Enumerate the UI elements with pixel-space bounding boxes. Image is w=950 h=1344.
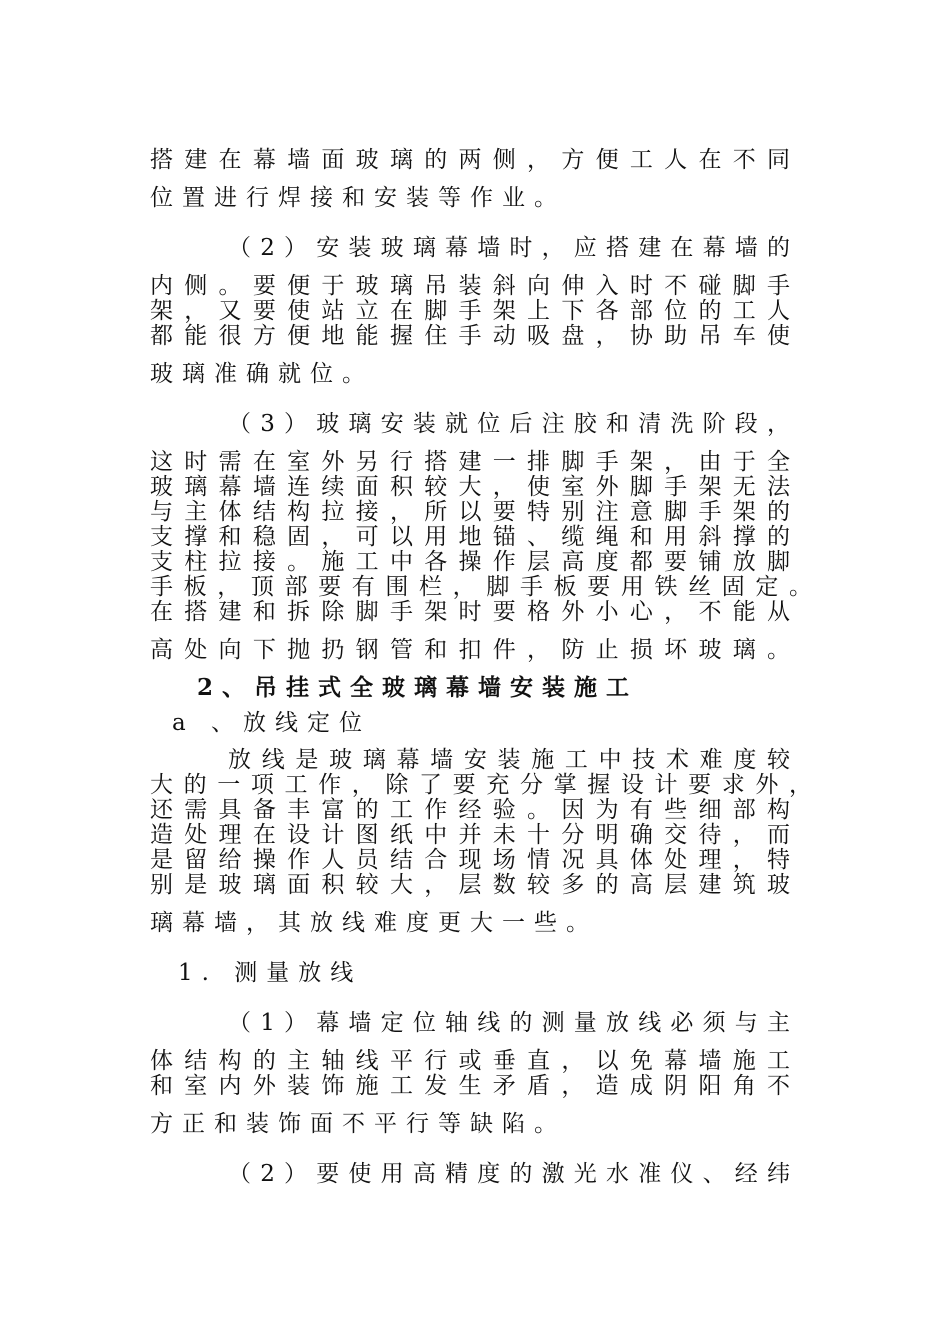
text-line: 都能很方便地能握住手动吸盘，协助吊车使: [150, 323, 790, 349]
text-line: 别是玻璃面积较大，层数较多的高层建筑玻: [150, 872, 790, 898]
text-line: 高处向下抛扔钢管和扣件，防止损坏玻璃。: [150, 637, 790, 663]
subsection-heading: 1. 测量放线: [178, 960, 363, 986]
text-line: 体结构的主轴线平行或垂直，以免幕墙施工: [150, 1048, 790, 1074]
text-line: 玻璃准确就位。: [150, 361, 374, 387]
text-line: （2）安装玻璃幕墙时，应搭建在幕墙的: [228, 235, 790, 261]
text-line: （2）要使用高精度的激光水准仪、经纬: [228, 1161, 790, 1187]
text-line: 还需具备丰富的工作经验。因为有些细部构: [150, 797, 790, 823]
section-heading: 2、吊挂式全玻璃幕墙安装施工: [197, 674, 639, 701]
text-line: （3）玻璃安装就位后注胶和清洗阶段，: [228, 411, 790, 437]
text-line: 内侧。要便于玻璃吊装斜向伸入时不碰脚手: [150, 273, 790, 299]
text-line: 搭建在幕墙面玻璃的两侧，方便工人在不同: [150, 147, 790, 173]
text-line: 架，又要使站立在脚手架上下各部位的工人: [150, 298, 790, 324]
text-line: 位置进行焊接和安装等作业。: [150, 185, 566, 211]
text-line: 放线是玻璃幕墙安装施工中技术难度较: [228, 747, 790, 773]
text-line: 支柱拉接。施工中各操作层高度都要铺放脚: [150, 549, 790, 575]
text-line: 和室内外装饰施工发生矛盾，造成阴阳角不: [150, 1073, 790, 1099]
text-line: 这时需在室外另行搭建一排脚手架，由于全: [150, 449, 790, 475]
text-line: 手板，顶部要有围栏，脚手板要用铁丝固定。: [150, 574, 812, 600]
subsection-heading: a 、放线定位: [172, 710, 372, 736]
text-line: 方正和装饰面不平行等缺陷。: [150, 1111, 566, 1137]
text-line: 大的一项工作，除了要充分掌握设计要求外，: [150, 772, 812, 798]
text-line: 与主体结构拉接，所以要特别注意脚手架的: [150, 499, 790, 525]
text-line: 是留给操作人员结合现场情况具体处理，特: [150, 847, 790, 873]
text-line: 支撑和稳固，可以用地锚、缆绳和用斜撑的: [150, 524, 790, 550]
text-line: 玻璃幕墙连续面积较大，使室外脚手架无法: [150, 474, 790, 500]
text-line: 璃幕墙，其放线难度更大一些。: [150, 910, 598, 936]
text-line: 造处理在设计图纸中并未十分明确交待，而: [150, 822, 790, 848]
text-line: （1）幕墙定位轴线的测量放线必须与主: [228, 1010, 790, 1036]
text-line: 在搭建和拆除脚手架时要格外小心，不能从: [150, 599, 790, 625]
